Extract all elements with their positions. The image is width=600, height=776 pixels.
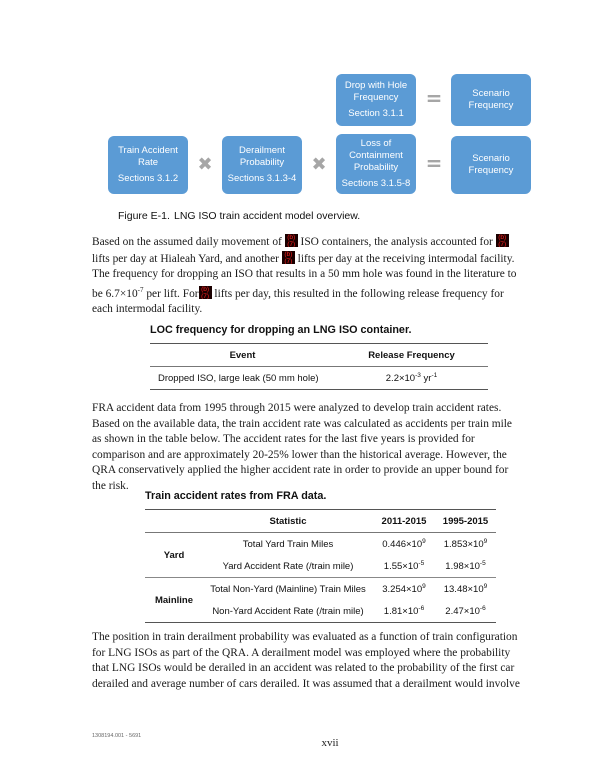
box-title: Train Accident Rate [118, 145, 178, 168]
drop-with-hole-frequency-box [336, 74, 416, 126]
value-cell: $3.254\times 10^9$ [382, 582, 426, 596]
text-run: lifts per day, this resulted in the following release frequency for each intermodal facility. [92, 287, 504, 316]
figure-caption [118, 210, 360, 222]
box-title: Scenario Frequency [468, 88, 514, 111]
box-section: Sections 3.1.3-4 [227, 173, 297, 184]
box-title: Scenario Frequency [468, 153, 514, 176]
table-row [145, 578, 496, 601]
table-header-row [150, 344, 488, 367]
group-label-yard: Yard [145, 533, 203, 578]
multiply-icon: ✖ [197, 154, 213, 175]
value-cell: $2.47\times 10^{-6}$ [435, 600, 496, 623]
text-run: lifts per day at Hialeah Yard, and another [92, 252, 279, 265]
column-header-event: Event [150, 344, 335, 367]
value-cell: $1.55\times 10^{-5}$ [373, 555, 435, 578]
text-run: Based on the assumed daily movement of [92, 236, 282, 248]
paragraph-lift-frequency [92, 234, 522, 318]
paragraph-derailment-model: The position in train derailment probability was evaluated as a function of train configuration for LNG ISOs as part of the QRA. A derailment model was employed where the probability that LNG ISOs would be derailed in an accident was related to the probability of the first car derailed and average number of cars derailed. It was assumed that a derailment would involve [92, 631, 520, 690]
table-header-row [145, 510, 496, 533]
value-cell: $1.81\times 10^{-6}$ [373, 600, 435, 623]
scenario-frequency-box-bottom [451, 136, 531, 194]
exponent: -7 [137, 285, 144, 294]
paragraph-fra-data: FRA accident data from 1995 through 2015 were analyzed to develop train accident rates. Based on the available data, the train accident rate was calculated as accidents per train mile as shown in the table below. The accident rates for the last five years is provided for comparison and are approximately 20-25% lower than the historical average. However, the QRA conservatively applied the higher accident rate in order to provide an upper bound for the risk. [92, 402, 512, 492]
loc-frequency-table [150, 343, 488, 390]
box-section: Section 3.1.1 [348, 108, 404, 119]
redaction-box: (b) (7) [282, 251, 295, 264]
box-section: Sections 3.1.2 [117, 173, 179, 184]
text-run: ISO containers, the analysis accounted for [300, 236, 493, 248]
release-frequency-cell: $2.2\times 10^{-3}$ $yr^{-1}$ [335, 367, 488, 390]
value-cell: $1.853\times 10^9$ [443, 537, 488, 551]
scenario-frequency-box-top [451, 74, 531, 126]
derailment-probability-box [222, 136, 302, 194]
table-row [145, 533, 496, 556]
value-cell: $0.446\times 10^9$ [382, 537, 426, 551]
box-title: Drop with Hole Frequency [344, 80, 408, 103]
figure-caption-text: LNG ISO train accident model overview. [174, 210, 361, 222]
text-run: per lift. For [146, 287, 199, 300]
column-header-statistic: Statistic [203, 510, 373, 533]
redaction-box: (b) (7) [199, 286, 212, 299]
train-accident-rates-table [145, 509, 496, 623]
group-label-mainline: Mainline [145, 578, 203, 623]
page-number: xvii [321, 737, 339, 749]
table2-title: Train accident rates from FRA data. [145, 490, 327, 502]
statistic-cell: Non-Yard Accident Rate (/train mile) [203, 600, 373, 623]
column-header-2011-2015: 2011-2015 [373, 510, 435, 533]
box-title: Derailment Probability [239, 145, 285, 168]
value-cell: $13.48\times 10^9$ [443, 582, 488, 596]
redaction-box: (b) (7) [285, 234, 298, 247]
redaction-box: (b) (7) [496, 234, 509, 247]
document-id: 1308194.001 - 5691 [92, 733, 142, 739]
text-run: lifts per day at the receiving intermodal facility. The frequency for dropping an ISO that results in a 50 mm hole was found in the literature to be 6.7×10 [92, 252, 517, 300]
loss-of-containment-probability-box [336, 134, 416, 194]
equals-icon: = [425, 151, 443, 175]
table1-title: LOC frequency for dropping an LNG ISO container. [150, 324, 412, 336]
train-accident-rate-box [108, 136, 188, 194]
figure-label: Figure E-1. [118, 210, 170, 222]
event-cell: Dropped ISO, large leak (50 mm hole) [150, 367, 335, 390]
statistic-cell: Yard Accident Rate (/train mile) [203, 555, 373, 578]
box-title: Loss of Containment Probability [349, 138, 403, 173]
statistic-cell: Total Yard Train Miles [242, 538, 334, 550]
group-header-empty [145, 510, 203, 533]
equals-icon: = [425, 86, 443, 110]
statistic-cell: Total Non-Yard (Mainline) Train Miles [210, 583, 366, 595]
table-row [150, 367, 488, 390]
value-cell: $1.98\times 10^{-5}$ [435, 555, 496, 578]
column-header-release-frequency: Release Frequency [335, 344, 488, 367]
box-section: Sections 3.1.5-8 [341, 178, 411, 189]
multiply-icon: ✖ [311, 154, 327, 175]
column-header-1995-2015: 1995-2015 [435, 510, 496, 533]
